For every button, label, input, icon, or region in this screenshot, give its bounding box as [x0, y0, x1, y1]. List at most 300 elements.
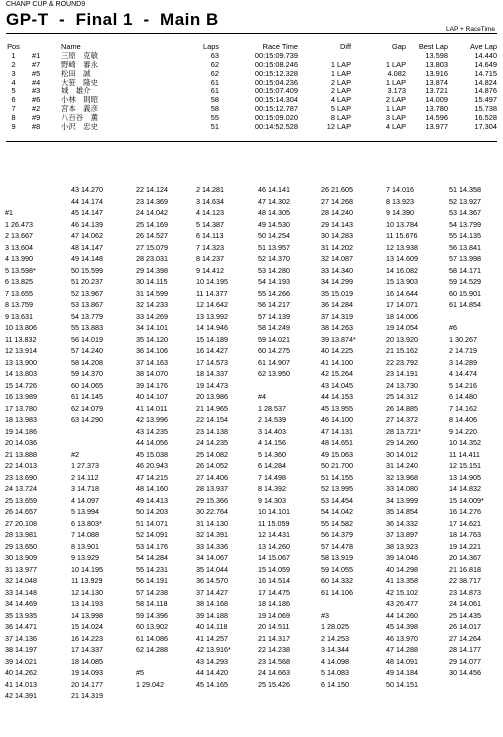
lap-time-entry: 11 15.059: [258, 518, 290, 528]
lap-time-entry: 16 14.644: [386, 288, 418, 298]
result-pos: 3: [11, 68, 16, 78]
lap-time-entry: 7 14.323: [196, 242, 224, 252]
lap-time-entry: 55 14.135: [449, 231, 481, 240]
lap-time-entry: [5, 196, 37, 208]
lap-time-entry: 49 15.063: [321, 449, 353, 459]
lap-time-entry: 1 28.025: [321, 622, 349, 631]
lap-time-entry: 4 14.097: [71, 495, 99, 505]
lap-time-entry: 45 15.038: [136, 449, 168, 459]
lap-time-entry: 3 14.344: [321, 645, 349, 654]
result-best: 13.721: [425, 86, 448, 96]
result-laps: 61: [210, 77, 219, 87]
lap-time-entry: 16 14.514: [258, 576, 290, 585]
lap-time-entry: 50 21.700: [321, 461, 353, 470]
lap-time-entry: 14 14.946: [196, 323, 228, 332]
lap-time-entry: 13 13.992: [196, 311, 228, 321]
lap-time-entry: 10 14.352: [449, 438, 481, 447]
lap-time-entry: 61 14.145: [71, 392, 103, 401]
result-best: 13.803: [425, 59, 448, 69]
lap-time-entry: 45 14.398: [386, 622, 418, 631]
lap-time-entry: 34 14.101: [136, 323, 168, 332]
lap-time-entry: 50 14.254: [258, 231, 290, 240]
lap-time-entry: 45 14.147: [71, 208, 103, 217]
result-best: 14.596: [425, 113, 448, 123]
lap-column: [321, 184, 356, 702]
result-name: 野崎 審永: [61, 59, 98, 69]
lap-time-entry: 28 14.177: [449, 645, 481, 654]
lap-time-entry: 21 15.162: [386, 346, 418, 355]
lap-time-entry: 23 14.873: [449, 587, 481, 597]
lap-time-entry: 59 14.396: [136, 610, 168, 620]
lap-time-entry: 23 14.191: [386, 369, 418, 378]
lap-time-entry: 22 23.792: [386, 357, 418, 367]
lap-time-entry: 26 14.885: [386, 403, 418, 413]
col-header-pos: Pos: [7, 42, 20, 51]
lap-time-entry: 1 29.042: [136, 679, 164, 689]
lap-time-entry: 53 14.454: [321, 495, 353, 505]
lap-time-entry: 48 14.091: [386, 656, 418, 666]
lap-time-entry: 46 20.943: [136, 461, 168, 470]
lap-time-entry: 1 30.267: [449, 334, 477, 344]
lap-time-entry: 25 14.082: [196, 449, 228, 459]
lap-time-entry: 15 14.009*: [449, 495, 484, 505]
lap-time-entry: 24 14.663: [258, 668, 290, 677]
lap-time-entry: 15 13.903: [386, 277, 418, 286]
result-car: #4: [32, 77, 41, 87]
lap-time-entry: 6 14.113: [196, 231, 224, 240]
lap-time-entry: 20 14.177: [71, 679, 103, 689]
result-name: 小林 則昭: [61, 95, 98, 105]
lap-time-entry: 18 14.763: [449, 530, 481, 539]
lap-time-entry: 25 13.659: [5, 495, 37, 505]
lap-time-entry: 36 14.332: [386, 518, 418, 528]
lap-time-entry: 25 14.312: [386, 392, 418, 401]
lap-time-entry: 40 14.298: [386, 564, 418, 574]
lap-time-entry: 30 14.115: [136, 277, 168, 286]
lap-time-entry: 58 14.249: [258, 323, 290, 332]
col-header-diff: Diff: [340, 42, 351, 51]
result-time: 00:15:04.236: [254, 77, 298, 87]
lap-time-entry: 8 13.923: [386, 196, 414, 206]
lap-time-entry: 54 14.284: [136, 553, 168, 562]
col-header-name: Name: [61, 42, 81, 51]
result-laps: 55: [210, 113, 219, 123]
lap-time-entry: 32 13.968: [386, 472, 418, 482]
car-number-label: #6: [449, 323, 457, 332]
lap-time-entry: [449, 311, 484, 323]
lap-time-entry: 44 14.153: [321, 392, 353, 401]
lap-time-entry: 48 14.305: [258, 208, 290, 217]
lap-time-entry: 11 14.411: [449, 449, 480, 459]
lap-time-entry: 32 14.233: [136, 300, 168, 309]
result-diff: 1 LAP: [330, 59, 351, 69]
lap-time-entry: 31 14.130: [196, 518, 228, 528]
lap-time-entry: 52 13.967: [71, 288, 103, 298]
result-time: 00:15:12.787: [254, 104, 298, 114]
lap-time-entry: 42 13.996: [136, 415, 168, 424]
lap-time-entry: 2 14.539: [258, 415, 286, 424]
lap-time-entry: 56 14.191: [136, 576, 168, 585]
result-car: #7: [32, 59, 41, 69]
lap-time-entry: 8 13.901: [71, 541, 99, 551]
lap-time-entry: 46 14.100: [321, 415, 353, 424]
lap-time-entry: 17 13.780: [5, 403, 37, 413]
lap-time-entry: 21 14.317: [258, 633, 290, 643]
lap-time-entry: 5 14.360: [258, 449, 286, 459]
lap-time-entry: [136, 656, 168, 668]
result-best: 13.780: [425, 104, 448, 114]
lap-time-entry: 13 14.193: [71, 599, 103, 608]
lap-time-entry: 28 13.937: [196, 484, 228, 493]
lap-time-entry: 56 14.019: [71, 334, 103, 344]
lap-time-entry: 17 14.071: [386, 300, 418, 309]
result-avg: 15.497: [474, 95, 497, 105]
lap-time-entry: 38 13.923: [386, 541, 418, 551]
lap-time-entry: 59 14.529: [449, 277, 481, 286]
lap-time-entry: 21 16.818: [449, 564, 481, 574]
result-best: 13.874: [425, 77, 448, 87]
lap-time-entry: 53 14.176: [136, 541, 168, 551]
lap-time-entry: 7 14.016: [386, 185, 414, 194]
lap-time-entry: 31 14.202: [321, 242, 353, 252]
lap-time-entry: 12 14.130: [71, 587, 103, 597]
lap-time-entry: 9 14.390: [386, 208, 414, 217]
lap-time-entry: 3 14.403: [258, 426, 286, 436]
lap-time-entry: [321, 598, 356, 610]
event-label: CHANP CUP & ROUND9: [6, 1, 86, 8]
result-diff: 1 LAP: [330, 68, 351, 78]
lap-time-entry: 26 14.017: [449, 622, 481, 631]
lap-time-entry: 55 14.582: [321, 518, 353, 528]
lap-time-entry: 3 14.634: [196, 196, 224, 206]
lap-time-entry: 37 14.163: [136, 357, 168, 367]
result-avg: 16.528: [474, 113, 497, 123]
col-header-gap: Gap: [392, 42, 406, 51]
lap-time-entry: 39 14.176: [136, 380, 168, 390]
result-best: 13.598: [425, 50, 448, 60]
lap-time-entry: 39 14.188: [196, 610, 228, 620]
lap-time-entry: 56 14.379: [321, 530, 353, 539]
lap-time-entry: 51 13.957: [258, 242, 290, 252]
lap-time-entry: 5 13.994: [71, 507, 99, 516]
car-number-label: #5: [136, 668, 144, 677]
result-diff: 5 LAP: [330, 104, 351, 114]
lap-time-entry: 51 20.237: [71, 277, 103, 286]
lap-time-entry: 41 14.257: [196, 633, 228, 643]
lap-time-entry: 61 14.106: [321, 587, 353, 597]
lap-time-entry: 27 14.406: [196, 472, 228, 482]
lap-time-entry: 42 14.391: [5, 691, 37, 700]
result-diff: 8 LAP: [330, 113, 351, 123]
lap-time-entry: 20 13.986: [196, 392, 228, 401]
lap-time-entry: 49 14.184: [386, 668, 418, 677]
lap-time-entry: 35 14.044: [196, 564, 228, 574]
lap-column: [258, 184, 290, 702]
lap-time-entry: [258, 380, 290, 392]
lap-time-entry: 44 14.420: [196, 668, 228, 677]
lap-time-entry: 14 13.998: [71, 610, 103, 620]
lap-time-entry: 19 14.069: [258, 610, 290, 620]
lap-time-entry: 7 14.088: [71, 530, 99, 539]
lap-time-entry: 44 14.260: [386, 610, 418, 620]
lap-time-entry: 13 14.905: [449, 472, 481, 482]
lap-time-entry: 23 14.568: [258, 656, 290, 666]
lap-column: [71, 184, 103, 702]
lap-time-entry: 2 14.719: [449, 346, 477, 355]
lap-time-entry: 6 14.150: [321, 679, 349, 689]
lap-time-entry: 48 14.160: [136, 484, 168, 493]
lap-time-entry: [136, 690, 168, 702]
lap-time-entry: 30 14.283: [321, 231, 353, 240]
lap-time-entry: 35 13.935: [5, 610, 37, 620]
lap-time-entry: 12 15.151: [449, 461, 481, 470]
lap-time-entry: 10 14.195: [196, 277, 228, 286]
lap-time-entry: 60 14.332: [321, 576, 353, 585]
lap-time-entry: 40 14.262: [5, 668, 37, 677]
lap-time-entry: 34 13.999: [386, 495, 418, 505]
lap-time-entry: 7 14.498: [258, 472, 286, 482]
lap-time-entry: 3 14.718: [71, 484, 99, 493]
lap-time-entry: 60 15.901: [449, 288, 481, 298]
result-car: #6: [32, 95, 41, 105]
lap-time-entry: 33 14.336: [196, 541, 228, 551]
lap-time-entry: 9 13.929: [71, 553, 99, 562]
lap-time-entry: 18 14.085: [71, 656, 103, 666]
lap-time-entry: 27 15.079: [136, 242, 168, 252]
lap-time-entry: 10 14.101: [258, 507, 290, 516]
lap-time-entry: 46 14.139: [71, 219, 103, 229]
lap-time-entry: 32 14.048: [5, 576, 37, 585]
lap-time-entry: 5 13.598*: [5, 265, 36, 275]
lap-time-entry: 8 14.406: [449, 415, 477, 424]
result-avg: 14.715: [474, 68, 497, 78]
result-avg: 17.304: [474, 122, 497, 132]
result-time: 00:15:09.739: [254, 50, 298, 60]
lap-time-entry: 14 13.803: [5, 369, 37, 378]
lap-time-entry: 24 13.730: [386, 380, 418, 390]
lap-time-entry: 47 14.062: [71, 231, 103, 240]
result-avg: 15.738: [474, 104, 497, 114]
result-time: 00:14:52.528: [254, 122, 298, 132]
lap-time-entry: 14 15.067: [258, 553, 290, 562]
lap-time-entry: 5 14.387: [196, 219, 224, 229]
lap-time-entry: 8 13.759: [5, 300, 33, 309]
result-car: #1: [32, 50, 41, 60]
result-name: 三原 克敏: [61, 50, 98, 60]
result-pos: 7: [11, 104, 16, 114]
result-gap: 2 LAP: [385, 95, 406, 105]
lap-time-entry: 18 14.186: [258, 599, 290, 608]
lap-time-entry: 9 14.220: [449, 426, 477, 436]
lap-time-entry: 31 13.977: [5, 564, 37, 574]
lap-time-entry: 19 14.093: [71, 668, 103, 677]
lap-time-entry: 29 14.077: [449, 656, 481, 666]
lap-time-entry: 22 14.238: [258, 645, 290, 654]
lap-time-entry: 57 14.238: [136, 587, 168, 597]
lap-time-entry: 29 13.650: [5, 541, 37, 551]
result-laps: 62: [210, 68, 219, 78]
lap-time-entry: 21 14.965: [196, 403, 228, 413]
lap-time-entry: 36 14.471: [5, 622, 37, 631]
lap-time-entry: 54 13.779: [71, 311, 103, 321]
result-car: #9: [32, 113, 41, 123]
lap-column: [196, 184, 231, 702]
car-number-label: #3: [321, 610, 329, 620]
lap-time-entry: 22 14.013: [5, 461, 37, 470]
lap-time-entry: 22 38.717: [449, 576, 481, 585]
lap-time-entry: 44 14.174: [71, 196, 103, 206]
result-laps: 58: [210, 104, 219, 114]
lap-column: [386, 184, 421, 702]
result-name: 松田 誠: [61, 68, 91, 78]
lap-time-entry: 16 14.276: [449, 507, 481, 516]
lap-time-entry: 38 14.263: [321, 323, 353, 332]
lap-time-entry: 17 14.337: [71, 645, 103, 654]
lap-time-entry: 49 14.530: [258, 219, 290, 229]
lap-time-entry: 12 14.431: [258, 530, 290, 539]
result-best: 13.916: [425, 68, 448, 78]
lap-time-entry: 63 14.290: [71, 415, 103, 424]
lap-time-entry: 54 14.042: [321, 507, 353, 516]
result-time: 00:15:14.304: [254, 95, 298, 105]
result-car: #2: [32, 104, 41, 114]
lap-time-entry: 4 14.474: [449, 369, 477, 378]
lap-time-entry: 23 14.138: [196, 426, 228, 436]
col-header-avelap: Ave Lap: [470, 42, 497, 51]
lap-time-entry: 57 14.478: [321, 541, 353, 551]
lap-time-entry: 43 14.293: [196, 656, 228, 666]
lap-time-entry: 60 14.275: [258, 346, 290, 355]
car-number-label: #4: [258, 392, 266, 401]
lap-time-entry: [71, 426, 103, 438]
lap-time-entry: 11 13.929: [71, 576, 103, 585]
lap-time-entry: 4 13.990: [5, 254, 33, 263]
lap-time-entry: 34 14.067: [196, 553, 228, 562]
lap-time-entry: 51 14.071: [136, 518, 168, 528]
lap-time-entry: 27 14.268: [321, 196, 353, 206]
lap-time-entry: 34 14.469: [5, 599, 37, 608]
lap-time-entry: 20 14.511: [258, 622, 290, 631]
result-gap: 4 LAP: [385, 122, 406, 132]
lap-time-entry: 38 14.168: [196, 599, 228, 608]
lap-time-entry: 29 15.366: [196, 495, 228, 505]
result-name: 小沢 忠史: [61, 122, 98, 132]
lap-time-entry: 42 13.916*: [196, 645, 231, 654]
result-car: #3: [32, 86, 41, 96]
result-time: 00:15:07.409: [254, 86, 298, 96]
lap-time-entry: 55 13.883: [71, 323, 103, 332]
lap-time-entry: 18 14.006: [386, 311, 418, 321]
result-pos: 2: [11, 59, 16, 69]
lap-time-entry: 22 14.154: [196, 415, 228, 424]
lap-time-entry: 54 14.193: [258, 277, 290, 286]
lap-time-entry: 10 13.784: [386, 219, 418, 229]
lap-time-entry: 23 14.369: [136, 196, 168, 206]
result-time: 00:15:08.246: [254, 59, 298, 69]
lap-time-entry: 33 14.340: [321, 265, 353, 275]
lap-time-entry: 32 14.391: [196, 530, 228, 539]
lap-time-entry: 35 14.854: [386, 507, 418, 516]
lap-time-entry: 13 14.260: [258, 541, 290, 551]
lap-time-entry: 7 13.655: [5, 288, 33, 298]
lap-time-entry: 43 14.235: [136, 426, 168, 436]
lap-time-entry: 19 14.186: [5, 426, 37, 436]
lap-time-entry: 62 14.288: [136, 645, 168, 654]
lap-time-entry: 25 14.169: [136, 219, 168, 229]
lap-time-entry: 59 14.055: [321, 564, 353, 574]
lap-time-entry: 2 13.667: [5, 231, 33, 240]
result-pos: 9: [11, 122, 16, 132]
lap-time-entry: 28 13.981: [5, 530, 37, 539]
lap-time-entry: 40 14.118: [196, 622, 228, 631]
lap-time-entry: 45 13.955: [321, 403, 353, 413]
lap-time-entry: 4 14.156: [258, 438, 286, 447]
lap-time-entry: 38 14.197: [5, 645, 37, 654]
result-pos: 6: [11, 95, 16, 105]
lap-time-entry: 28 14.240: [321, 208, 353, 217]
lap-time-entry: 15 14.189: [196, 334, 228, 344]
lap-time-entry: 39 14.021: [5, 656, 37, 666]
result-name: 城 雄介: [61, 86, 91, 96]
lap-time-entry: 43 26.477: [386, 599, 418, 608]
lap-time-entry: 27 14.372: [386, 415, 418, 424]
lap-time-entry: 6 13.803*: [71, 518, 102, 528]
lap-time-entry: 1 28.537: [258, 403, 286, 413]
result-pos: 1: [11, 50, 16, 60]
result-avg: 14.824: [474, 77, 497, 87]
lap-time-entry: 13 14.609: [386, 254, 418, 263]
lap-time-entry: 12 13.914: [5, 346, 37, 355]
lap-time-entry: 16 13.989: [5, 392, 37, 401]
lap-time-entry: 59 14.021: [258, 334, 290, 344]
lap-column: [136, 184, 168, 702]
lap-time-entry: 6 14.480: [449, 392, 477, 401]
lap-time-entry: 55 14.231: [136, 564, 168, 574]
lap-time-entry: 22 14.124: [136, 185, 168, 194]
lap-time-entry: 24 14.042: [136, 208, 168, 217]
col-header-racetime: Race Time: [262, 42, 298, 51]
lap-time-entry: 52 14.091: [136, 530, 168, 539]
lap-column: [449, 184, 484, 690]
lap-time-entry: 41 14.100: [321, 357, 353, 367]
lap-time-entry: 25 15.426: [258, 679, 290, 689]
lap-time-entry: 41 14.011: [136, 403, 168, 413]
car-number-label: #2: [71, 449, 79, 459]
lap-time-entry: 52 14.370: [258, 254, 290, 263]
lap-time-entry: 61 14.086: [136, 633, 168, 643]
lap-time-entry: 24 13.724: [5, 484, 37, 493]
col-header-bestlap: Best Lap: [418, 42, 448, 51]
lap-time-entry: 58 14.208: [71, 357, 103, 367]
lap-time-entry: 41 13.358: [386, 576, 418, 585]
lap-time-entry: 39 14.046: [386, 553, 418, 562]
lap-time-entry: 58 13.919: [321, 553, 353, 562]
lap-time-entry: 33 14.080: [386, 484, 418, 493]
lap-time-entry: 36 14.106: [136, 346, 168, 355]
lap-time-entry: [71, 437, 103, 449]
lap-time-entry: 35 14.120: [136, 334, 168, 344]
lap-time-entry: 37 13.897: [386, 530, 418, 539]
result-laps: 58: [210, 95, 219, 105]
lap-time-entry: 20 14.036: [5, 438, 37, 447]
lap-time-entry: 60 13.902: [136, 622, 168, 631]
col-header-laps: Laps: [202, 42, 219, 51]
result-diff: 4 LAP: [330, 95, 351, 105]
lap-time-entry: 4 14.123: [196, 208, 224, 217]
lap-time-entry: 57 13.998: [449, 254, 481, 263]
lap-time-entry: 53 13.867: [71, 300, 103, 309]
divider: [6, 141, 497, 142]
